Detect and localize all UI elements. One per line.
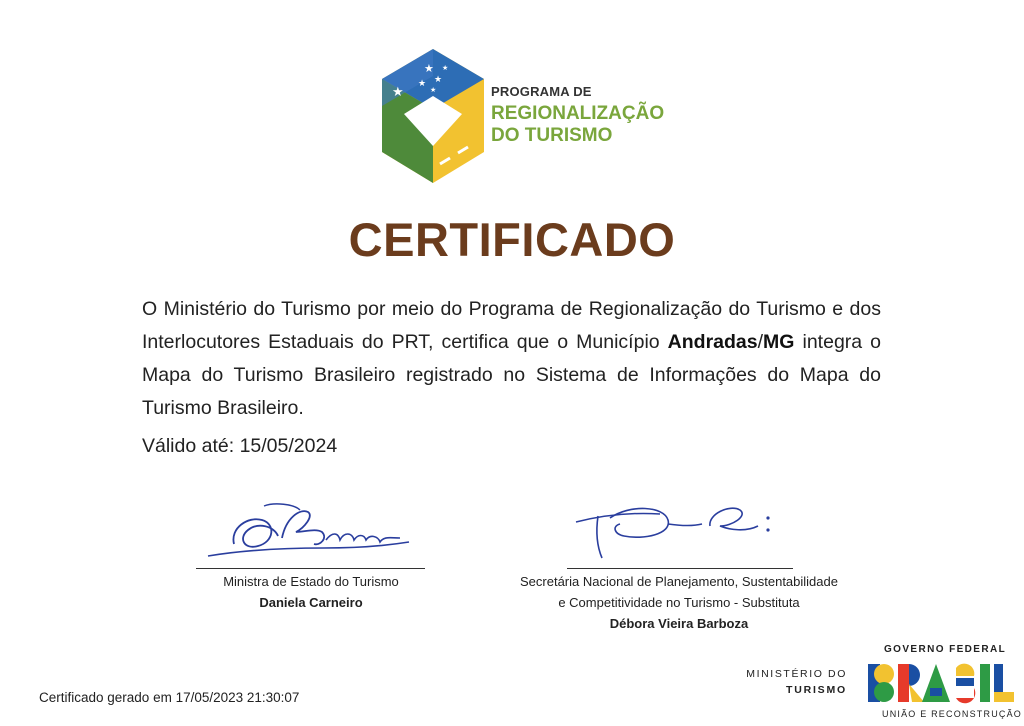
signature-2-block (470, 571, 888, 634)
body-text-part1: O Ministério do Turismo por meio do Programa de Regionalização do Turismo e dos Interlocutores Estaduais do PRT, certifica que o Município (142, 298, 881, 353)
logo-text-line1: PROGRAMA DE (491, 84, 592, 99)
svg-text:★: ★ (434, 75, 443, 85)
signature-2-role-line1: Secretária Nacional de Planejamento, Sustentabilidade (520, 574, 838, 589)
svg-text:★: ★ (418, 79, 427, 89)
ministerio-turismo-mark (732, 668, 847, 696)
state-abbrev: MG (763, 331, 795, 353)
signature-1-block (180, 571, 442, 613)
logo-text-line3: DO TURISMO (491, 125, 613, 146)
gov-line3: UNIÃO E RECONSTRUÇÃO (882, 709, 1023, 719)
signature-1-image (204, 498, 416, 564)
svg-text:★: ★ (424, 62, 434, 75)
certificate-title: CERTIFICADO (348, 213, 676, 266)
ministerio-line1: MINISTÉRIO DO (746, 668, 847, 680)
body-text-part2: integra o Mapa do Turismo Brasileiro registrado no Sistema de Informações do Mapa do Turismo Brasileiro. (142, 331, 882, 419)
svg-text:★: ★ (442, 64, 449, 72)
signature-2-role-line2: e Competitividade no Turismo - Substituta (558, 595, 800, 610)
signature-2-name: Débora Vieira Barboza (609, 616, 749, 631)
signature-2-image (570, 496, 780, 566)
signature-2-line (567, 568, 793, 569)
validity-date: Válido até: 15/05/2024 (142, 435, 338, 457)
logo-text-line2: REGIONALIZAÇÃO (491, 103, 665, 124)
generated-timestamp: Certificado gerado em 17/05/2023 21:30:07 (39, 690, 300, 705)
municipio-name: Andradas (667, 331, 758, 353)
separator: / (757, 331, 764, 353)
certificate-body (142, 293, 881, 425)
governo-federal-logo (864, 644, 1023, 724)
signature-1-role: Ministra de Estado do Turismo (223, 574, 399, 589)
regionalizacao-logo-icon (378, 46, 488, 186)
program-logo (378, 46, 665, 186)
svg-text:★: ★ (430, 86, 437, 94)
gov-line1: GOVERNO FEDERAL (884, 644, 1007, 655)
ministerio-line2: TURISMO (785, 684, 847, 696)
signature-1-name: Daniela Carneiro (259, 595, 363, 610)
brasil-wordmark (864, 658, 1016, 708)
svg-text:★: ★ (392, 85, 404, 100)
signature-1-line (196, 568, 425, 569)
